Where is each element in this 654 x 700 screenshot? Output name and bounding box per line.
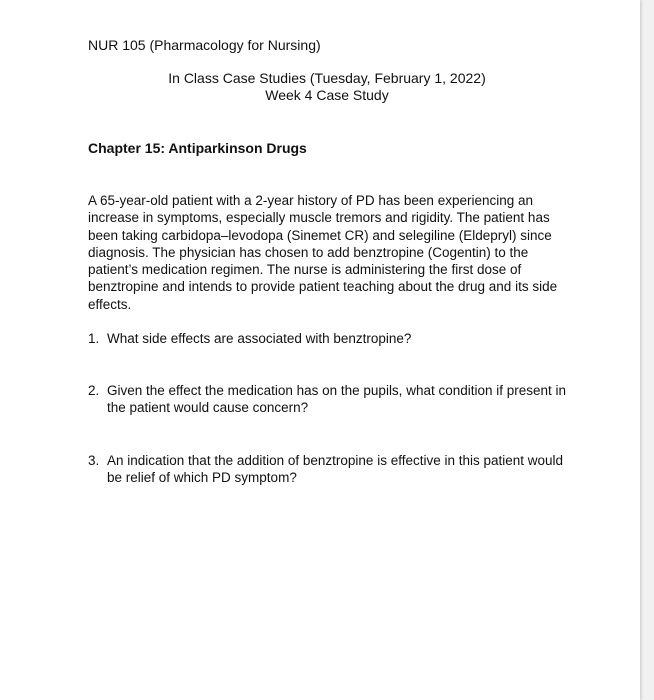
question-text: What side effects are associated with benztropine? xyxy=(107,331,412,346)
question-text: An indication that the addition of benztropine is effective in this patient would be relief of which PD symptom? xyxy=(107,453,564,486)
question-text: Given the effect the medication has on the pupils, what condition if present in the patient would cause concern? xyxy=(107,383,567,416)
session-subtitle: In Class Case Studies (Tuesday, February 1, 2022) xyxy=(168,70,486,86)
case-study-paragraph: A 65-year-old patient with a 2-year history of PD has been experiencing an increase in symptoms, especially muscle tremors and rigidity. The patient has been taking carbidopa–levodopa (Sinemet CR) and selegiline (Eldepryl) since diagnosis. The physician has chosen to add benztropine (Cogentin) to the patient’s medication regimen. The nurse is administering the first dose of benztropine and intends to provide patient teaching about the drug and its side effects. xyxy=(88,193,558,312)
question-number: 1. xyxy=(88,331,100,346)
question-item xyxy=(88,330,578,347)
question-item xyxy=(88,382,578,417)
question-item xyxy=(88,452,578,487)
course-title: NUR 105 (Pharmacology for Nursing) xyxy=(88,37,321,53)
chapter-heading: Chapter 15: Antiparkinson Drugs xyxy=(88,140,307,156)
question-number: 2. xyxy=(88,383,100,398)
question-number: 3. xyxy=(88,453,100,468)
week-subtitle: Week 4 Case Study xyxy=(265,87,389,103)
